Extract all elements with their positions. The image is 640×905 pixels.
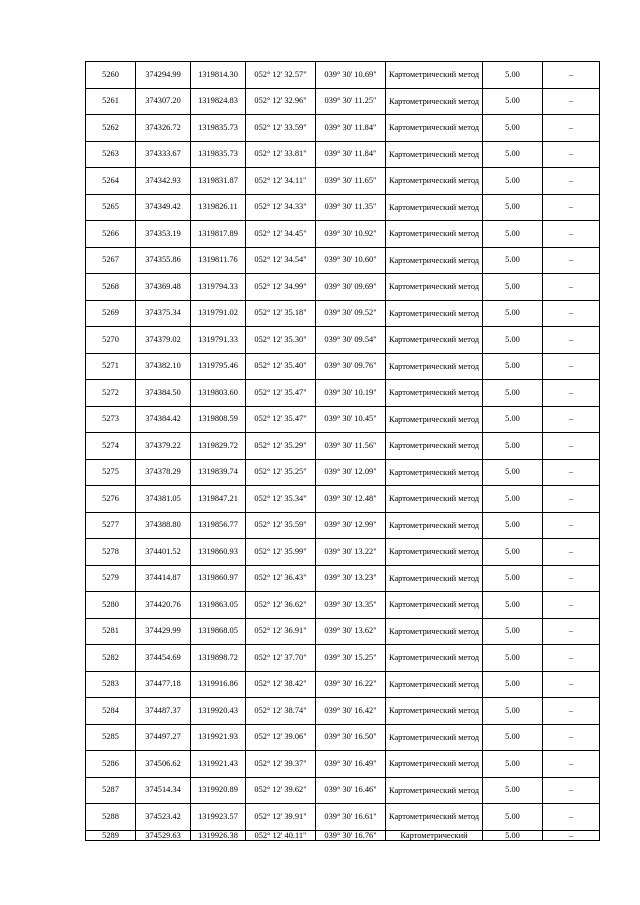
y-coordinate-cell: 1319814.30 bbox=[191, 62, 246, 89]
method-cell: Картометрический метод bbox=[386, 353, 483, 380]
accuracy-cell: 5.00 bbox=[483, 247, 543, 274]
accuracy-cell: 5.00 bbox=[483, 62, 543, 89]
y-coordinate-cell: 1319829.72 bbox=[191, 433, 246, 460]
longitude-cell: 039° 30' 10.45" bbox=[316, 406, 386, 433]
table-row bbox=[86, 353, 600, 380]
point-number-cell: 5273 bbox=[86, 406, 136, 433]
x-coordinate-cell: 374375.34 bbox=[136, 300, 191, 327]
note-cell: – bbox=[543, 724, 600, 751]
x-coordinate-cell: 374429.99 bbox=[136, 618, 191, 645]
x-coordinate-cell: 374487.37 bbox=[136, 698, 191, 725]
method-cell: Картометрический метод bbox=[386, 221, 483, 248]
table-row bbox=[86, 327, 600, 354]
method-cell: Картометрический метод bbox=[386, 565, 483, 592]
longitude-cell: 039° 30' 11.84" bbox=[316, 141, 386, 168]
note-cell: – bbox=[543, 565, 600, 592]
x-coordinate-cell: 374477.18 bbox=[136, 671, 191, 698]
y-coordinate-cell: 1319860.97 bbox=[191, 565, 246, 592]
longitude-cell: 039° 30' 16.22" bbox=[316, 671, 386, 698]
note-cell: – bbox=[543, 830, 600, 840]
table-row bbox=[86, 565, 600, 592]
latitude-cell: 052° 12' 35.30" bbox=[246, 327, 316, 354]
latitude-cell: 052° 12' 34.11" bbox=[246, 168, 316, 195]
table-row bbox=[86, 380, 600, 407]
point-number-cell: 5276 bbox=[86, 486, 136, 513]
accuracy-cell: 5.00 bbox=[483, 406, 543, 433]
x-coordinate-cell: 374379.22 bbox=[136, 433, 191, 460]
y-coordinate-cell: 1319811.76 bbox=[191, 247, 246, 274]
point-number-cell: 5288 bbox=[86, 804, 136, 831]
accuracy-cell: 5.00 bbox=[483, 645, 543, 672]
table-row bbox=[86, 168, 600, 195]
longitude-cell: 039° 30' 12.48" bbox=[316, 486, 386, 513]
latitude-cell: 052° 12' 37.70" bbox=[246, 645, 316, 672]
note-cell: – bbox=[543, 618, 600, 645]
longitude-cell: 039° 30' 10.19" bbox=[316, 380, 386, 407]
table-row bbox=[86, 512, 600, 539]
y-coordinate-cell: 1319791.02 bbox=[191, 300, 246, 327]
y-coordinate-cell: 1319856.77 bbox=[191, 512, 246, 539]
point-number-cell: 5269 bbox=[86, 300, 136, 327]
x-coordinate-cell: 374529.63 bbox=[136, 830, 191, 840]
method-cell: Картометрический метод bbox=[386, 804, 483, 831]
point-number-cell: 5282 bbox=[86, 645, 136, 672]
longitude-cell: 039° 30' 09.69" bbox=[316, 274, 386, 301]
longitude-cell: 039° 30' 09.76" bbox=[316, 353, 386, 380]
longitude-cell: 039° 30' 11.25" bbox=[316, 88, 386, 115]
x-coordinate-cell: 374401.52 bbox=[136, 539, 191, 566]
point-number-cell: 5264 bbox=[86, 168, 136, 195]
table-row bbox=[86, 486, 600, 513]
latitude-cell: 052° 12' 32.57" bbox=[246, 62, 316, 89]
method-cell: Картометрический метод bbox=[386, 406, 483, 433]
note-cell: – bbox=[543, 168, 600, 195]
x-coordinate-cell: 374342.93 bbox=[136, 168, 191, 195]
latitude-cell: 052° 12' 35.47" bbox=[246, 406, 316, 433]
note-cell: – bbox=[543, 221, 600, 248]
latitude-cell: 052° 12' 34.45" bbox=[246, 221, 316, 248]
method-cell: Картометрический метод bbox=[386, 539, 483, 566]
point-number-cell: 5286 bbox=[86, 751, 136, 778]
point-number-cell: 5278 bbox=[86, 539, 136, 566]
latitude-cell: 052° 12' 35.29" bbox=[246, 433, 316, 460]
method-cell: Картометрический метод bbox=[386, 141, 483, 168]
x-coordinate-cell: 374506.62 bbox=[136, 751, 191, 778]
method-cell: Картометрический метод bbox=[386, 724, 483, 751]
x-coordinate-cell: 374353.19 bbox=[136, 221, 191, 248]
point-number-cell: 5274 bbox=[86, 433, 136, 460]
accuracy-cell: 5.00 bbox=[483, 539, 543, 566]
longitude-cell: 039° 30' 12.09" bbox=[316, 459, 386, 486]
table-row bbox=[86, 618, 600, 645]
note-cell: – bbox=[543, 804, 600, 831]
accuracy-cell: 5.00 bbox=[483, 724, 543, 751]
x-coordinate-cell: 374333.67 bbox=[136, 141, 191, 168]
latitude-cell: 052° 12' 35.18" bbox=[246, 300, 316, 327]
table-row bbox=[86, 830, 600, 840]
accuracy-cell: 5.00 bbox=[483, 671, 543, 698]
point-number-cell: 5283 bbox=[86, 671, 136, 698]
method-cell: Картометрический bbox=[386, 830, 483, 840]
y-coordinate-cell: 1319860.93 bbox=[191, 539, 246, 566]
x-coordinate-cell: 374355.86 bbox=[136, 247, 191, 274]
y-coordinate-cell: 1319920.43 bbox=[191, 698, 246, 725]
x-coordinate-cell: 374307.20 bbox=[136, 88, 191, 115]
table-row bbox=[86, 539, 600, 566]
y-coordinate-cell: 1319868.05 bbox=[191, 618, 246, 645]
x-coordinate-cell: 374379.02 bbox=[136, 327, 191, 354]
table-row bbox=[86, 62, 600, 89]
accuracy-cell: 5.00 bbox=[483, 830, 543, 840]
method-cell: Картометрический метод bbox=[386, 115, 483, 142]
longitude-cell: 039° 30' 16.46" bbox=[316, 777, 386, 804]
table-row bbox=[86, 671, 600, 698]
table-row bbox=[86, 698, 600, 725]
latitude-cell: 052° 12' 34.54" bbox=[246, 247, 316, 274]
longitude-cell: 039° 30' 09.52" bbox=[316, 300, 386, 327]
longitude-cell: 039° 30' 16.42" bbox=[316, 698, 386, 725]
longitude-cell: 039° 30' 10.92" bbox=[316, 221, 386, 248]
point-number-cell: 5287 bbox=[86, 777, 136, 804]
y-coordinate-cell: 1319863.05 bbox=[191, 592, 246, 619]
accuracy-cell: 5.00 bbox=[483, 459, 543, 486]
note-cell: – bbox=[543, 645, 600, 672]
point-number-cell: 5289 bbox=[86, 830, 136, 840]
table-row bbox=[86, 115, 600, 142]
point-number-cell: 5266 bbox=[86, 221, 136, 248]
table-row bbox=[86, 300, 600, 327]
y-coordinate-cell: 1319826.11 bbox=[191, 194, 246, 221]
latitude-cell: 052° 12' 38.42" bbox=[246, 671, 316, 698]
x-coordinate-cell: 374349.42 bbox=[136, 194, 191, 221]
y-coordinate-cell: 1319835.73 bbox=[191, 115, 246, 142]
latitude-cell: 052° 12' 35.99" bbox=[246, 539, 316, 566]
table-row bbox=[86, 724, 600, 751]
method-cell: Картометрический метод bbox=[386, 194, 483, 221]
method-cell: Картометрический метод bbox=[386, 592, 483, 619]
longitude-cell: 039° 30' 11.65" bbox=[316, 168, 386, 195]
latitude-cell: 052° 12' 39.62" bbox=[246, 777, 316, 804]
method-cell: Картометрический метод bbox=[386, 645, 483, 672]
note-cell: – bbox=[543, 247, 600, 274]
y-coordinate-cell: 1319795.46 bbox=[191, 353, 246, 380]
table-body bbox=[86, 62, 600, 841]
method-cell: Картометрический метод bbox=[386, 698, 483, 725]
table-row bbox=[86, 221, 600, 248]
y-coordinate-cell: 1319817.89 bbox=[191, 221, 246, 248]
y-coordinate-cell: 1319921.93 bbox=[191, 724, 246, 751]
latitude-cell: 052° 12' 34.99" bbox=[246, 274, 316, 301]
point-number-cell: 5263 bbox=[86, 141, 136, 168]
note-cell: – bbox=[543, 592, 600, 619]
note-cell: – bbox=[543, 777, 600, 804]
table-row bbox=[86, 645, 600, 672]
y-coordinate-cell: 1319839.74 bbox=[191, 459, 246, 486]
point-number-cell: 5268 bbox=[86, 274, 136, 301]
method-cell: Картометрический метод bbox=[386, 274, 483, 301]
note-cell: – bbox=[543, 88, 600, 115]
accuracy-cell: 5.00 bbox=[483, 433, 543, 460]
latitude-cell: 052° 12' 40.11" bbox=[246, 830, 316, 840]
accuracy-cell: 5.00 bbox=[483, 380, 543, 407]
table-row bbox=[86, 804, 600, 831]
accuracy-cell: 5.00 bbox=[483, 141, 543, 168]
x-coordinate-cell: 374497.27 bbox=[136, 724, 191, 751]
table-row bbox=[86, 88, 600, 115]
table-row bbox=[86, 194, 600, 221]
x-coordinate-cell: 374420.76 bbox=[136, 592, 191, 619]
latitude-cell: 052° 12' 39.37" bbox=[246, 751, 316, 778]
method-cell: Картометрический метод bbox=[386, 618, 483, 645]
accuracy-cell: 5.00 bbox=[483, 698, 543, 725]
longitude-cell: 039° 30' 16.50" bbox=[316, 724, 386, 751]
accuracy-cell: 5.00 bbox=[483, 194, 543, 221]
latitude-cell: 052° 12' 35.40" bbox=[246, 353, 316, 380]
point-number-cell: 5262 bbox=[86, 115, 136, 142]
latitude-cell: 052° 12' 39.91" bbox=[246, 804, 316, 831]
method-cell: Картометрический метод bbox=[386, 512, 483, 539]
longitude-cell: 039° 30' 11.84" bbox=[316, 115, 386, 142]
x-coordinate-cell: 374294.99 bbox=[136, 62, 191, 89]
table-row bbox=[86, 274, 600, 301]
latitude-cell: 052° 12' 39.06" bbox=[246, 724, 316, 751]
table-row bbox=[86, 459, 600, 486]
longitude-cell: 039° 30' 15.25" bbox=[316, 645, 386, 672]
latitude-cell: 052° 12' 38.74" bbox=[246, 698, 316, 725]
accuracy-cell: 5.00 bbox=[483, 327, 543, 354]
note-cell: – bbox=[543, 406, 600, 433]
method-cell: Картометрический метод bbox=[386, 671, 483, 698]
latitude-cell: 052° 12' 33.81" bbox=[246, 141, 316, 168]
note-cell: – bbox=[543, 141, 600, 168]
longitude-cell: 039° 30' 13.22" bbox=[316, 539, 386, 566]
note-cell: – bbox=[543, 194, 600, 221]
point-number-cell: 5281 bbox=[86, 618, 136, 645]
note-cell: – bbox=[543, 115, 600, 142]
latitude-cell: 052° 12' 35.59" bbox=[246, 512, 316, 539]
longitude-cell: 039° 30' 11.56" bbox=[316, 433, 386, 460]
x-coordinate-cell: 374326.72 bbox=[136, 115, 191, 142]
x-coordinate-cell: 374381.05 bbox=[136, 486, 191, 513]
accuracy-cell: 5.00 bbox=[483, 115, 543, 142]
y-coordinate-cell: 1319847.21 bbox=[191, 486, 246, 513]
latitude-cell: 052° 12' 32.96" bbox=[246, 88, 316, 115]
note-cell: – bbox=[543, 274, 600, 301]
accuracy-cell: 5.00 bbox=[483, 274, 543, 301]
point-number-cell: 5260 bbox=[86, 62, 136, 89]
note-cell: – bbox=[543, 380, 600, 407]
longitude-cell: 039° 30' 16.76" bbox=[316, 830, 386, 840]
note-cell: – bbox=[543, 300, 600, 327]
y-coordinate-cell: 1319791.33 bbox=[191, 327, 246, 354]
point-number-cell: 5272 bbox=[86, 380, 136, 407]
x-coordinate-cell: 374514.34 bbox=[136, 777, 191, 804]
longitude-cell: 039° 30' 13.35" bbox=[316, 592, 386, 619]
latitude-cell: 052° 12' 33.59" bbox=[246, 115, 316, 142]
longitude-cell: 039° 30' 16.49" bbox=[316, 751, 386, 778]
x-coordinate-cell: 374523.42 bbox=[136, 804, 191, 831]
method-cell: Картометрический метод bbox=[386, 777, 483, 804]
method-cell: Картометрический метод bbox=[386, 486, 483, 513]
x-coordinate-cell: 374384.50 bbox=[136, 380, 191, 407]
coordinates-table bbox=[85, 61, 600, 841]
point-number-cell: 5275 bbox=[86, 459, 136, 486]
note-cell: – bbox=[543, 327, 600, 354]
longitude-cell: 039° 30' 12.99" bbox=[316, 512, 386, 539]
latitude-cell: 052° 12' 35.25" bbox=[246, 459, 316, 486]
x-coordinate-cell: 374384.42 bbox=[136, 406, 191, 433]
accuracy-cell: 5.00 bbox=[483, 565, 543, 592]
longitude-cell: 039° 30' 13.23" bbox=[316, 565, 386, 592]
longitude-cell: 039° 30' 10.60" bbox=[316, 247, 386, 274]
note-cell: – bbox=[543, 539, 600, 566]
longitude-cell: 039° 30' 16.61" bbox=[316, 804, 386, 831]
method-cell: Картометрический метод bbox=[386, 168, 483, 195]
method-cell: Картометрический метод bbox=[386, 62, 483, 89]
note-cell: – bbox=[543, 671, 600, 698]
table-row bbox=[86, 433, 600, 460]
x-coordinate-cell: 374388.80 bbox=[136, 512, 191, 539]
accuracy-cell: 5.00 bbox=[483, 618, 543, 645]
y-coordinate-cell: 1319824.83 bbox=[191, 88, 246, 115]
point-number-cell: 5279 bbox=[86, 565, 136, 592]
accuracy-cell: 5.00 bbox=[483, 751, 543, 778]
method-cell: Картометрический метод bbox=[386, 247, 483, 274]
x-coordinate-cell: 374369.48 bbox=[136, 274, 191, 301]
y-coordinate-cell: 1319921.43 bbox=[191, 751, 246, 778]
note-cell: – bbox=[543, 512, 600, 539]
point-number-cell: 5265 bbox=[86, 194, 136, 221]
note-cell: – bbox=[543, 433, 600, 460]
accuracy-cell: 5.00 bbox=[483, 88, 543, 115]
longitude-cell: 039° 30' 11.35" bbox=[316, 194, 386, 221]
x-coordinate-cell: 374382.10 bbox=[136, 353, 191, 380]
method-cell: Картометрический метод bbox=[386, 459, 483, 486]
point-number-cell: 5285 bbox=[86, 724, 136, 751]
y-coordinate-cell: 1319926.38 bbox=[191, 830, 246, 840]
accuracy-cell: 5.00 bbox=[483, 512, 543, 539]
y-coordinate-cell: 1319898.72 bbox=[191, 645, 246, 672]
point-number-cell: 5267 bbox=[86, 247, 136, 274]
point-number-cell: 5271 bbox=[86, 353, 136, 380]
table-row bbox=[86, 592, 600, 619]
method-cell: Картометрический метод bbox=[386, 88, 483, 115]
accuracy-cell: 5.00 bbox=[483, 486, 543, 513]
latitude-cell: 052° 12' 34.33" bbox=[246, 194, 316, 221]
method-cell: Картометрический метод bbox=[386, 751, 483, 778]
longitude-cell: 039° 30' 10.69" bbox=[316, 62, 386, 89]
point-number-cell: 5284 bbox=[86, 698, 136, 725]
accuracy-cell: 5.00 bbox=[483, 221, 543, 248]
table-row bbox=[86, 777, 600, 804]
accuracy-cell: 5.00 bbox=[483, 300, 543, 327]
method-cell: Картометрический метод bbox=[386, 300, 483, 327]
y-coordinate-cell: 1319794.33 bbox=[191, 274, 246, 301]
x-coordinate-cell: 374454.69 bbox=[136, 645, 191, 672]
y-coordinate-cell: 1319916.86 bbox=[191, 671, 246, 698]
point-number-cell: 5261 bbox=[86, 88, 136, 115]
method-cell: Картометрический метод bbox=[386, 327, 483, 354]
note-cell: – bbox=[543, 62, 600, 89]
latitude-cell: 052° 12' 36.43" bbox=[246, 565, 316, 592]
method-cell: Картометрический метод bbox=[386, 380, 483, 407]
y-coordinate-cell: 1319803.60 bbox=[191, 380, 246, 407]
accuracy-cell: 5.00 bbox=[483, 777, 543, 804]
accuracy-cell: 5.00 bbox=[483, 168, 543, 195]
note-cell: – bbox=[543, 459, 600, 486]
accuracy-cell: 5.00 bbox=[483, 353, 543, 380]
latitude-cell: 052° 12' 36.91" bbox=[246, 618, 316, 645]
table-row bbox=[86, 751, 600, 778]
note-cell: – bbox=[543, 353, 600, 380]
method-cell: Картометрический метод bbox=[386, 433, 483, 460]
longitude-cell: 039° 30' 13.62" bbox=[316, 618, 386, 645]
table-row bbox=[86, 406, 600, 433]
note-cell: – bbox=[543, 751, 600, 778]
point-number-cell: 5280 bbox=[86, 592, 136, 619]
latitude-cell: 052° 12' 35.34" bbox=[246, 486, 316, 513]
y-coordinate-cell: 1319831.87 bbox=[191, 168, 246, 195]
x-coordinate-cell: 374414.87 bbox=[136, 565, 191, 592]
y-coordinate-cell: 1319923.57 bbox=[191, 804, 246, 831]
note-cell: – bbox=[543, 486, 600, 513]
accuracy-cell: 5.00 bbox=[483, 804, 543, 831]
latitude-cell: 052° 12' 36.62" bbox=[246, 592, 316, 619]
y-coordinate-cell: 1319920.89 bbox=[191, 777, 246, 804]
point-number-cell: 5270 bbox=[86, 327, 136, 354]
x-coordinate-cell: 374378.29 bbox=[136, 459, 191, 486]
table-row bbox=[86, 247, 600, 274]
point-number-cell: 5277 bbox=[86, 512, 136, 539]
latitude-cell: 052° 12' 35.47" bbox=[246, 380, 316, 407]
longitude-cell: 039° 30' 09.54" bbox=[316, 327, 386, 354]
y-coordinate-cell: 1319835.73 bbox=[191, 141, 246, 168]
accuracy-cell: 5.00 bbox=[483, 592, 543, 619]
note-cell: – bbox=[543, 698, 600, 725]
y-coordinate-cell: 1319808.59 bbox=[191, 406, 246, 433]
table-row bbox=[86, 141, 600, 168]
